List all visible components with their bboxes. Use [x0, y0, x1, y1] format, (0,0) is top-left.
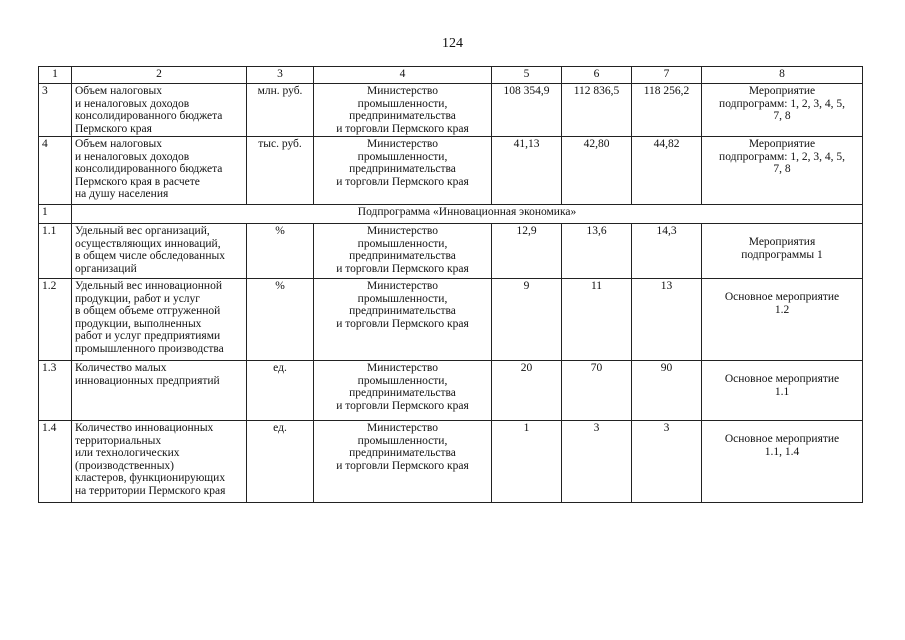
value-year-1: 41,13: [492, 137, 562, 205]
column-number: 4: [314, 67, 492, 84]
column-number-row: [39, 67, 863, 84]
measures: Мероприятие подпрограмм: 1, 2, 3, 4, 5, 7, 8: [702, 137, 863, 205]
subprogram-number: 1: [39, 205, 72, 224]
table-row: [39, 84, 863, 137]
value-year-2: 42,80: [562, 137, 632, 205]
value-year-3: 14,3: [632, 224, 702, 279]
row-number: 1.4: [39, 421, 72, 503]
measures: Мероприятие подпрограмм: 1, 2, 3, 4, 5, 7, 8: [702, 84, 863, 137]
unit: млн. руб.: [247, 84, 314, 137]
measures: Основное мероприятие 1.2: [702, 279, 863, 361]
value-year-1: 1: [492, 421, 562, 503]
value-year-2: 70: [562, 361, 632, 421]
column-number: 7: [632, 67, 702, 84]
row-number: 1.1: [39, 224, 72, 279]
unit: %: [247, 224, 314, 279]
value-year-1: 9: [492, 279, 562, 361]
column-number: 2: [72, 67, 247, 84]
indicator-name: Объем налоговых и неналоговых доходов консолидированного бюджета Пермского края в расчете на душу населения: [72, 137, 247, 205]
value-year-2: 112 836,5: [562, 84, 632, 137]
page-number: 124: [442, 36, 463, 51]
row-number: 4: [39, 137, 72, 205]
column-number: 6: [562, 67, 632, 84]
table-row: [39, 421, 863, 503]
table-row: [39, 224, 863, 279]
indicator-name: Количество малых инновационных предприятий: [72, 361, 247, 421]
value-year-1: 12,9: [492, 224, 562, 279]
row-number: 1.2: [39, 279, 72, 361]
column-number: 5: [492, 67, 562, 84]
measures: Основное мероприятие 1.1: [702, 361, 863, 421]
table-row: [39, 361, 863, 421]
indicator-name: Удельный вес организаций, осуществляющих инноваций, в общем числе обследованных организаций: [72, 224, 247, 279]
unit: ед.: [247, 421, 314, 503]
value-year-3: 90: [632, 361, 702, 421]
value-year-1: 108 354,9: [492, 84, 562, 137]
value-year-1: 20: [492, 361, 562, 421]
unit: тыс. руб.: [247, 137, 314, 205]
value-year-2: 11: [562, 279, 632, 361]
row-number: 3: [39, 84, 72, 137]
column-number: 1: [39, 67, 72, 84]
measures: Мероприятия подпрограммы 1: [702, 224, 863, 279]
indicators-table: [38, 66, 863, 503]
column-number: 8: [702, 67, 863, 84]
responsible: Министерство промышленности, предпринимательства и торговли Пермского края: [314, 421, 492, 503]
column-number: 3: [247, 67, 314, 84]
value-year-3: 13: [632, 279, 702, 361]
measures: Основное мероприятие 1.1, 1.4: [702, 421, 863, 503]
subprogram-title: Подпрограмма «Инновационная экономика»: [72, 205, 863, 224]
value-year-2: 3: [562, 421, 632, 503]
indicator-name: Удельный вес инновационной продукции, работ и услуг в общем объеме отгруженной продукции, выполненных работ и услуг предприятиями промышленного производства: [72, 279, 247, 361]
value-year-2: 13,6: [562, 224, 632, 279]
indicator-name: Объем налоговых и неналоговых доходов консолидированного бюджета Пермского края: [72, 84, 247, 137]
indicator-name: Количество инновационных территориальных или технологических (производственных) кластеров, функционирующих на территории Пермского края: [72, 421, 247, 503]
value-year-3: 44,82: [632, 137, 702, 205]
responsible: Министерство промышленности, предпринимательства и торговли Пермского края: [314, 84, 492, 137]
responsible: Министерство промышленности, предпринимательства и торговли Пермского края: [314, 279, 492, 361]
unit: %: [247, 279, 314, 361]
subprogram-row: [39, 205, 863, 224]
value-year-3: 3: [632, 421, 702, 503]
unit: ед.: [247, 361, 314, 421]
value-year-3: 118 256,2: [632, 84, 702, 137]
row-number: 1.3: [39, 361, 72, 421]
responsible: Министерство промышленности, предпринимательства и торговли Пермского края: [314, 361, 492, 421]
responsible: Министерство промышленности, предпринимательства и торговли Пермского края: [314, 224, 492, 279]
responsible: Министерство промышленности, предпринимательства и торговли Пермского края: [314, 137, 492, 205]
table-row: [39, 279, 863, 361]
table-row: [39, 137, 863, 205]
